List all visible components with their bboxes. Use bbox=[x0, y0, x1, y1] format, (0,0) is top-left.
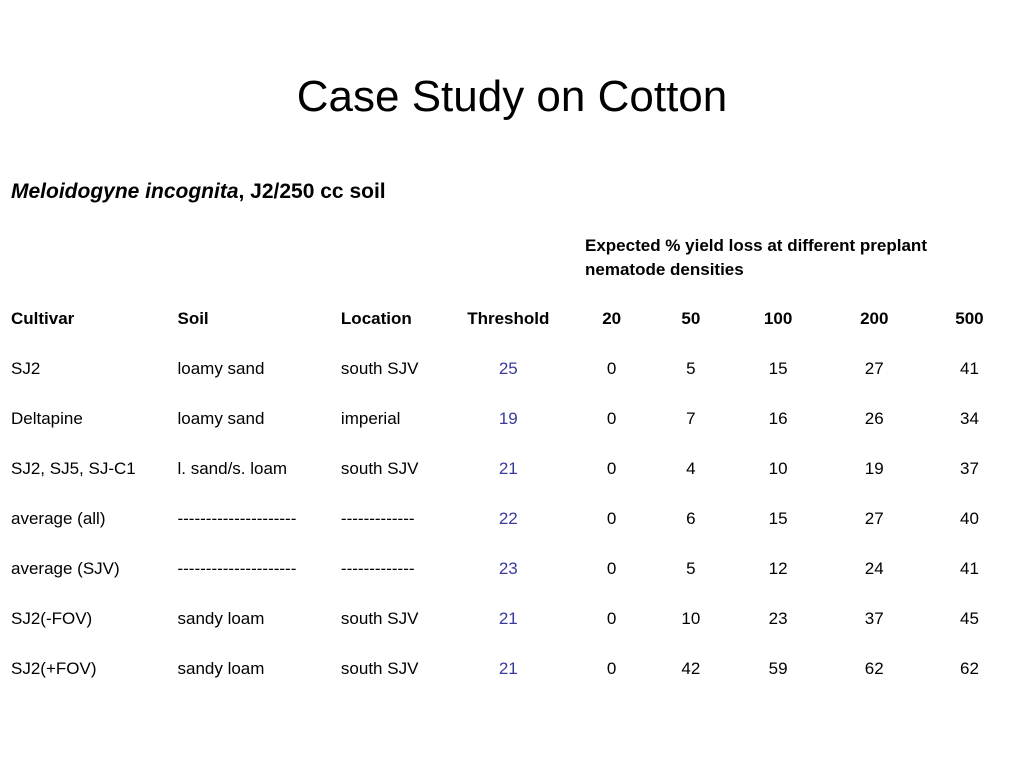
slide-title: Case Study on Cotton bbox=[296, 72, 728, 121]
cell-cultivar: Deltapine bbox=[11, 409, 83, 428]
header-density-20: 20 bbox=[602, 309, 622, 328]
cell-location: ------------- bbox=[340, 559, 415, 578]
cell-density-500: 41 bbox=[960, 359, 979, 378]
table-row bbox=[0, 344, 1024, 394]
cell-density-500: 34 bbox=[960, 409, 979, 428]
header-threshold: Threshold bbox=[467, 309, 550, 328]
cell-cultivar: SJ2, SJ5, SJ-C1 bbox=[11, 459, 136, 478]
cell-density-100: 12 bbox=[768, 559, 788, 578]
cell-density-500: 40 bbox=[960, 509, 979, 528]
cell-soil: --------------------- bbox=[177, 559, 297, 578]
table-row bbox=[0, 594, 1024, 644]
cell-density-50: 4 bbox=[686, 459, 696, 478]
cell-threshold: 21 bbox=[498, 659, 518, 678]
cell-location: south SJV bbox=[340, 459, 419, 478]
cell-density-200: 26 bbox=[864, 409, 884, 428]
cell-density-20: 0 bbox=[606, 359, 617, 378]
cell-density-20: 0 bbox=[606, 509, 617, 528]
cell-density-200: 62 bbox=[864, 659, 884, 678]
cell-density-200: 27 bbox=[864, 359, 884, 378]
cell-cultivar: SJ2(+FOV) bbox=[11, 659, 97, 678]
cell-density-50: 10 bbox=[681, 609, 701, 628]
table-row bbox=[0, 394, 1024, 444]
cell-density-20: 0 bbox=[606, 409, 617, 428]
header-location: Location bbox=[340, 309, 412, 328]
cell-density-20: 0 bbox=[606, 659, 617, 678]
cell-density-200: 27 bbox=[864, 509, 884, 528]
cell-density-100: 16 bbox=[768, 409, 788, 428]
cell-density-100: 59 bbox=[768, 659, 788, 678]
species-name: Meloidogyne incognita bbox=[11, 180, 239, 203]
table-row bbox=[0, 444, 1024, 494]
cell-cultivar: average (SJV) bbox=[11, 559, 120, 578]
cell-density-500: 41 bbox=[960, 559, 979, 578]
cell-soil: loamy sand bbox=[177, 359, 265, 378]
cell-location: ------------- bbox=[340, 509, 415, 528]
cell-location: south SJV bbox=[340, 359, 419, 378]
cell-density-100: 10 bbox=[768, 459, 788, 478]
cell-density-200: 24 bbox=[864, 559, 884, 578]
cell-density-200: 37 bbox=[864, 609, 884, 628]
cell-threshold: 19 bbox=[498, 409, 518, 428]
cell-location: imperial bbox=[340, 409, 401, 428]
cell-density-50: 6 bbox=[686, 509, 696, 528]
cell-threshold: 25 bbox=[498, 359, 518, 378]
cell-soil: sandy loam bbox=[177, 609, 265, 628]
cell-density-50: 5 bbox=[686, 359, 696, 378]
table-header-row bbox=[0, 294, 1024, 344]
cell-soil: loamy sand bbox=[177, 409, 265, 428]
cell-density-500: 45 bbox=[960, 609, 979, 628]
cell-density-20: 0 bbox=[606, 459, 617, 478]
cell-threshold: 21 bbox=[498, 609, 518, 628]
header-density-200: 200 bbox=[860, 309, 889, 328]
cell-threshold: 22 bbox=[498, 509, 518, 528]
cell-density-20: 0 bbox=[606, 559, 617, 578]
cell-density-100: 15 bbox=[768, 509, 788, 528]
expected-yield-loss-header: Expected % yield loss at different preplant nematode densities bbox=[585, 236, 927, 279]
cell-soil: --------------------- bbox=[177, 509, 297, 528]
cell-soil: l. sand/s. loam bbox=[177, 459, 288, 478]
cell-density-500: 37 bbox=[960, 459, 979, 478]
cell-soil: sandy loam bbox=[177, 659, 265, 678]
cell-density-500: 62 bbox=[960, 659, 979, 678]
header-cultivar: Cultivar bbox=[11, 309, 75, 328]
subtitle-rest: , J2/250 cc soil bbox=[238, 180, 386, 203]
cell-density-20: 0 bbox=[606, 609, 617, 628]
header-density-500: 500 bbox=[955, 309, 984, 328]
table-row bbox=[0, 544, 1024, 594]
yield-loss-table bbox=[0, 294, 1024, 694]
cell-density-50: 7 bbox=[686, 409, 696, 428]
cell-location: south SJV bbox=[340, 659, 419, 678]
cell-location: south SJV bbox=[340, 609, 419, 628]
cell-density-50: 5 bbox=[686, 559, 696, 578]
cell-density-100: 15 bbox=[768, 359, 788, 378]
cell-density-50: 42 bbox=[681, 659, 701, 678]
cell-density-200: 19 bbox=[864, 459, 884, 478]
cell-density-100: 23 bbox=[768, 609, 788, 628]
header-soil: Soil bbox=[177, 309, 209, 328]
header-density-50: 50 bbox=[681, 309, 701, 328]
header-density-100: 100 bbox=[763, 309, 793, 328]
cell-threshold: 23 bbox=[498, 559, 518, 578]
cell-threshold: 21 bbox=[498, 459, 518, 478]
table-row bbox=[0, 494, 1024, 544]
slide-subtitle bbox=[11, 178, 386, 206]
cell-cultivar: SJ2(-FOV) bbox=[11, 609, 93, 628]
table-row bbox=[0, 644, 1024, 694]
cell-cultivar: SJ2 bbox=[11, 359, 41, 378]
cell-cultivar: average (all) bbox=[11, 509, 106, 528]
